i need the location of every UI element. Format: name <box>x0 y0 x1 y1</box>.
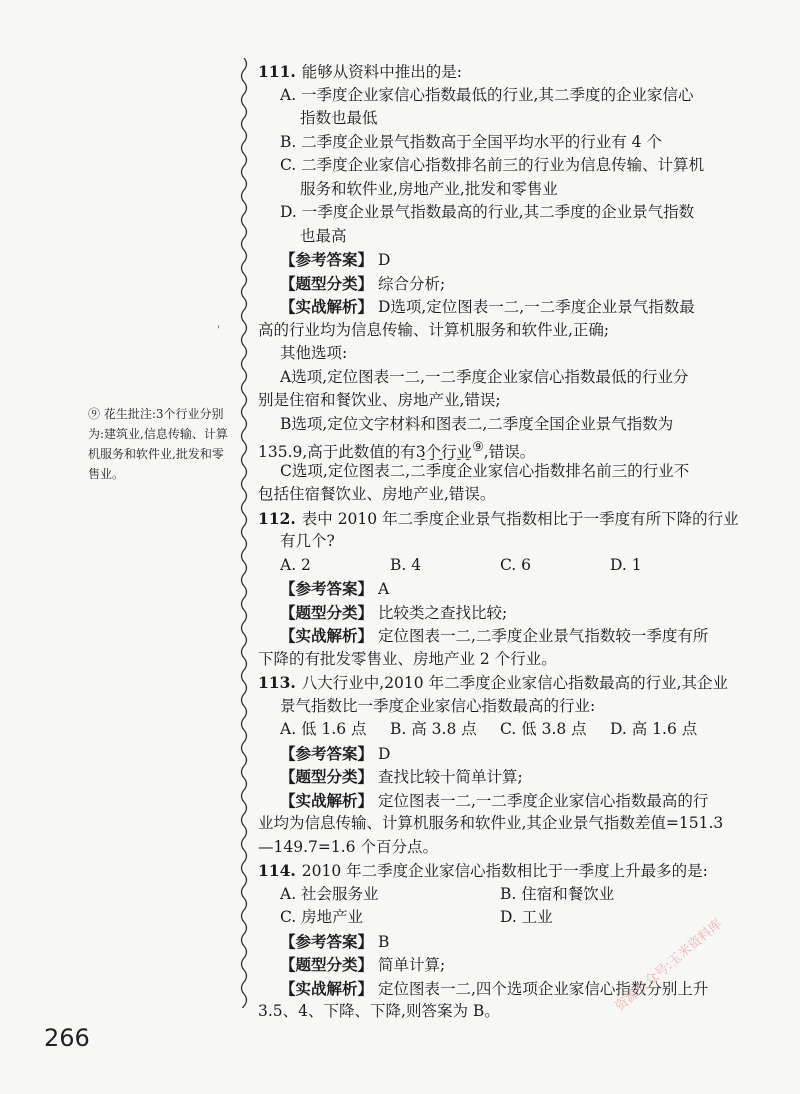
explanation-row: 【实战解析】 定位图表一二,二季度企业景气指数较一季度有所 <box>280 626 709 645</box>
option-d-cont: 也最高 <box>300 226 347 245</box>
explanation-line: 其他选项: <box>280 344 348 362</box>
question-112-stem: 112. 表中 2010 年二季度企业景气指数相比于一季度有所下降的行业 <box>258 508 739 528</box>
explanation-row: 【实战解析】 D选项,定位图表一二,一二季度企业景气指数最 <box>280 297 695 316</box>
options-row <box>258 554 778 578</box>
options-row <box>258 718 778 742</box>
option-d: D. 高 1.6 点 <box>610 720 698 738</box>
explanation-line: 3.5、4、下降、下降,则答案为 B。 <box>258 1002 500 1020</box>
option-d: D. 一季度企业景气指数最高的行业,其二季度的企业景气指数 <box>280 203 695 221</box>
option-c: C. 二季度企业家信心指数排名前三的行业为信息传输、计算机 <box>280 156 705 174</box>
option-b: B. 住宿和餐饮业 <box>500 884 615 903</box>
option-d: D. 1 <box>610 555 642 574</box>
question-stem-cont: 景气指数比一季度企业家信心指数最高的行业: <box>280 696 596 715</box>
explanation-line: C选项,定位图表二,二季度企业家信心指数排名前三的行业不 <box>280 461 690 480</box>
option-c: C. 房地产业 <box>280 908 364 926</box>
option-c-cont: 服务和软件业,房地产业,批发和零售业 <box>300 179 558 198</box>
type-row: 【题型分类】 查找比较十简单计算; <box>280 767 523 786</box>
option-c: C. 6 <box>500 555 532 574</box>
explanation-line: 包括住宿餐饮业、房地产业,错误。 <box>258 485 496 503</box>
answer-row: 【参考答案】 B <box>280 931 390 951</box>
watermark: 资源公众号:玉米资料库 <box>612 916 726 1015</box>
option-b: B. 二季度企业景气指数高于全国平均水平的行业有 4 个 <box>280 132 662 151</box>
type-row: 【题型分类】 比较类之查找比较; <box>280 602 508 622</box>
explanation-row: 【实战解析】 定位图表一二,四个选项企业家信心指数分别上升 <box>280 978 709 998</box>
answer-row: 【参考答案】 D <box>280 743 391 763</box>
explanation-line: 业均为信息传输、计算机服务和软件业,其企业景气指数差值=151.3 <box>258 814 724 832</box>
options-row <box>258 883 778 907</box>
question-113-stem: 113. 八大行业中,2010 年二季度企业家信心指数最高的行业,其企业 <box>258 673 728 692</box>
wavy-divider <box>238 58 250 1008</box>
question-111-stem: 111. 能够从资料中推出的是: <box>258 62 462 81</box>
annotation-line: ⑨ 花生批注:3个行业分别 <box>88 407 224 421</box>
explanation-line: B选项,定位文字材料和图表二,二季度全国企业景气指数为 <box>280 414 674 433</box>
answer-row: 【参考答案】 D <box>280 250 391 269</box>
annotation-line: 售业。 <box>88 467 125 481</box>
option-a-cont: 指数也最低 <box>300 109 378 127</box>
explanation-line: A选项,定位图表一二,一二季度企业家信心指数最低的行业分 <box>280 367 689 386</box>
option-b: B. 4 <box>390 555 422 574</box>
question-114-stem: 114. 2010 年二季度企业家信心指数相比于一季度上升最多的是: <box>258 861 708 880</box>
option-a: A. 一季度企业家信心指数最低的行业,其二季度的企业家信心 <box>280 85 694 104</box>
option-a: A. 2 <box>280 555 311 574</box>
annotation-line: 机服务和软件业,批发和零 <box>88 447 224 461</box>
margin-annotation <box>88 404 238 484</box>
option-b: B. 高 3.8 点 <box>390 720 477 738</box>
option-a: A. 低 1.6 点 <box>280 720 367 738</box>
question-stem-cont: 有几个? <box>280 532 335 550</box>
annotation-line: 为:建筑业,信息传输、计算 <box>88 427 228 441</box>
type-row: 【题型分类】 综合分析; <box>280 273 446 293</box>
margin-mark: ' <box>217 325 220 336</box>
annotated-phrase: 3个行业 <box>415 443 473 460</box>
explanation-line: 高的行业均为信息传输、计算机服务和软件业,正确; <box>258 320 610 339</box>
option-c: C. 低 3.8 点 <box>500 720 587 738</box>
option-a: A. 社会服务业 <box>280 884 379 903</box>
explanation-line: —149.7=1.6 个百分点。 <box>258 837 438 856</box>
explanation-row: 【实战解析】 定位图表一二,一二季度企业家信心指数最高的行 <box>280 790 709 810</box>
answer-row: 【参考答案】 A <box>280 579 390 598</box>
option-d: D. 工业 <box>500 908 553 926</box>
footnote-marker: ⑨ <box>472 440 484 455</box>
explanation-line: 135.9,高于此数值的有3个行业⑨,错误。 <box>258 440 536 460</box>
explanation-line: 别是住宿和餐饮业、房地产业,错误; <box>258 391 501 409</box>
explanation-line: 下降的有批发零售业、房地产业 2 个行业。 <box>258 649 557 668</box>
page-number: 266 <box>44 1024 90 1052</box>
type-row: 【题型分类】 简单计算; <box>280 955 446 974</box>
question-content <box>258 60 778 1024</box>
